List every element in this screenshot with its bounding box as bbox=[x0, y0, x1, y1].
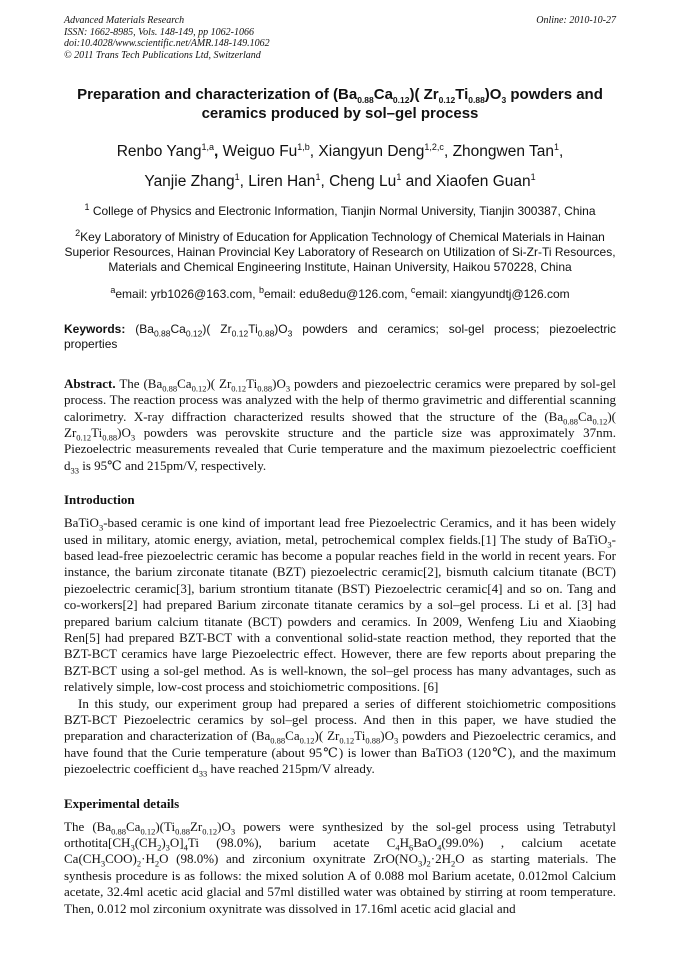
paper-title: Preparation and characterization of $(Ba_{0.88}Ca_{0.12})$( $Zr_{0.12}Ti_{0.88})O_3$ powders and ceramics produced by sol–gel process bbox=[77, 86, 603, 123]
author-list: Renbo Yang$^{1,a}$, Weiguo Fu$^{1,b}$, Xiangyun Deng$^{1,2,c}$, Zhongwen Tan$^1$, Yanjie Zhang$^1$, Liren Han$^1$, Cheng Lu$^1$ and Xiaofen Guan$^1$ bbox=[116, 142, 564, 190]
affiliation-2: $^2$Key Laboratory of Ministry of Education for Application Technology of Chemical Materials in Hainan Superior Resources, Hainan Provincial Key Laboratory of Research on Utilization of Si-Zr-Ti Resources, Materials and Chemical Engineering Institute, Hainan University, Haikou 570228, China bbox=[64, 227, 616, 274]
running-header bbox=[64, 15, 616, 61]
intro-paragraph-1: BaTiO$_3$-based ceramic is one kind of important lead free Piezoelectric Ceramics, and it has been widely used in military, atomic energy, aviation, metal, petrochemical complex fields.[1] The study of BaTiO$_3$-based lead-free piezoelectric ceramic has become a popular reaches field in the world in recent years. For instance, the barium zirconate titanate (BZT) piezoelectric ceramic[2], bismuth calcium titanate (BCT) piezoelectric ceramic[3], barium strontium titanate (BST) Piezoelectric ceramic[4] and so on. Tang and co-workers[2] had prepared Barium zirconate titanate ceramics by a sol–gel process. Li et al. [3] had prepared barium calcium titanate (BCT) powders and ceramics. In 2009, Wenfeng Liu and Xiaobing Ren[5] had prepared BZT-BCT with a conventional solid-state reaction method, they reported that the BZT-BCT ceramics have large Piezoelectric effect. However, there are few reports about preparing the BZT-BCT using a sol-gel method. As is well-known, the sol–gel process has many advantages, such as relatively simple, low-cost process and stoichiometric compositions. [6] bbox=[64, 515, 616, 695]
copyright-line: © 2011 Trans Tech Publications Ltd, Switzerland bbox=[64, 49, 261, 61]
section-heading-introduction: Introduction bbox=[64, 492, 135, 508]
affiliation-1: $^1$ College of Physics and Electronic Information, Tianjin Normal University, Tianjin 300387, China bbox=[84, 201, 596, 218]
journal-info bbox=[64, 15, 270, 61]
abstract: Abstract. The $(Ba_{0.88}Ca_{0.12})$( $Zr_{0.12}Ti_{0.88})O_3$ powders and piezoelectric ceramics were prepared by sol-gel process. The reaction process was analyzed with the help of thermo gravimetric and differential scanning calorimetry. X-ray diffraction characterized results showed that the structure of the $(Ba_{0.88}Ca_{0.12})$( $Zr_{0.12}Ti_{0.88})O_3$ powders was perovskite structure and the particle size was approximately 37nm. Piezoelectric measurements revealed that Curie temperature and the maximum piezoelectric coefficient $d_{33}$ is 95℃ and 215pm/V, respectively. bbox=[64, 375, 617, 476]
author-emails: $^a$email: yrb1026@163.com, $^b$email: edu8edu@126.com, $^c$email: xiangyundtj@126.com bbox=[110, 284, 570, 301]
paper-page bbox=[64, 15, 616, 917]
doi-line: doi:10.4028/www.scientific.net/AMR.148-149.1062 bbox=[64, 38, 270, 50]
experimental-paragraph-1: The $(Ba_{0.88}Ca_{0.12})(Ti_{0.88}Zr_{0.12})O_3$ powers were synthesized by the sol-gel process using Tetrabutyl $orthotita[CH_3(CH_2)_3O]_4Ti$ (98.0%), barium acetate $C_4H_6BaO_4(99.0\%)$ , calcium acetate $Ca(CH_3COO)_2\cdot H_2O$ (98.0%) and zirconium oxynitrate $ZrO(NO_3)_2\cdot 2H_2O$ as starting materials. The synthesis procedure is as follows: the mixed solution A of 0.088 mol Barium acetate, 0.012mol Calcium acetate, 32.4ml acetic acid glacial and 57ml distilled water was obtained by stirring at room temperature. Then, 0.012 mol zirconium oxynitrate was dissolved in 17.16ml acetic acid glacial and bbox=[64, 818, 616, 916]
online-date: Online: 2010-10-27 bbox=[536, 15, 616, 26]
journal-name: Advanced Materials Research bbox=[64, 15, 185, 26]
keywords: Keywords: $(Ba_{0.88}Ca_{0.12})$( $Zr_{0.12}Ti_{0.88})O_3$ powders and ceramics; sol-gel process; piezoelectric properties bbox=[64, 321, 616, 351]
intro-paragraph-2: In this study, our experiment group had prepared a series of different stoichiometric compositions BZT-BCT Piezoelectric ceramics by sol–gel process. And then in this paper, we have studied the preparation and characterization of $(Ba_{0.88}Ca_{0.12})$( $Zr_{0.12}Ti_{0.88})O_3$ powders and Piezoelectric ceramics, and have found that the Curie temperature (about 95℃) is lower than BaTiO3 (120℃), and the maximum piezoelectric coefficient $d_{33}$ have reached 215pm/V already. bbox=[64, 695, 617, 779]
section-heading-experimental: Experimental details bbox=[64, 795, 180, 811]
issn-line: ISSN: 1662-8985, Vols. 148-149, pp 1062-1066 bbox=[64, 26, 254, 38]
abstract-label: Abstract. bbox=[64, 375, 116, 391]
keywords-label: Keywords: bbox=[64, 321, 126, 336]
